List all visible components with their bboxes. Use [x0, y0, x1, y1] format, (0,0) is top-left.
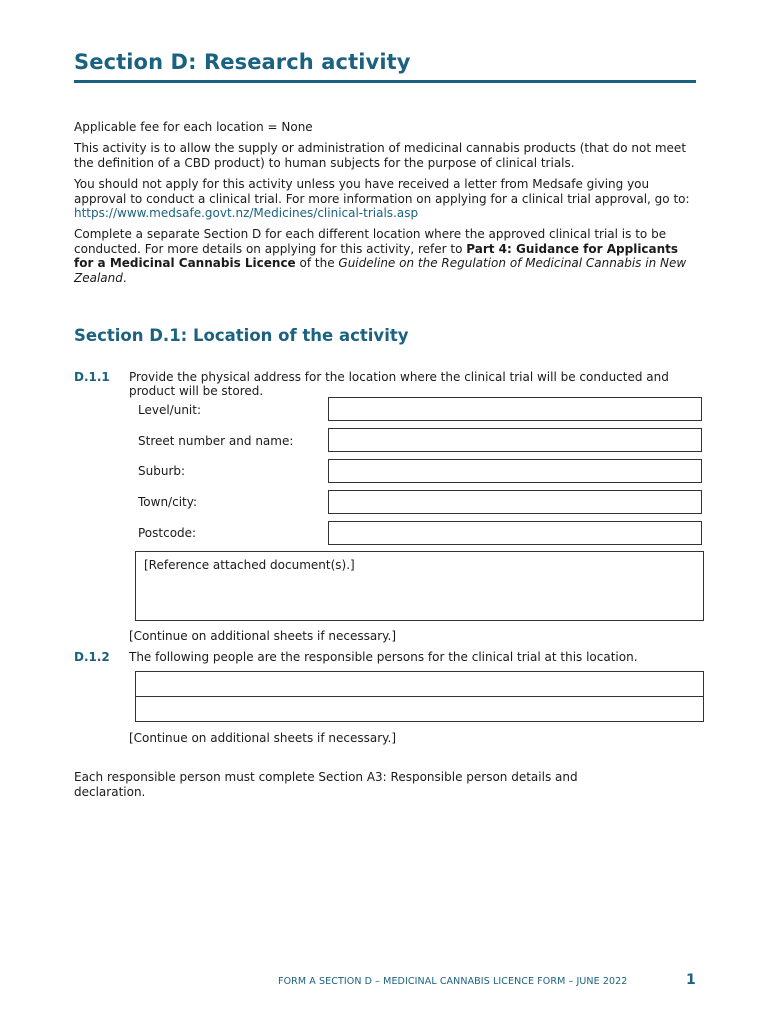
postcode-field[interactable]: [328, 521, 702, 545]
town-city-field[interactable]: [328, 490, 702, 514]
guideline-title: Guideline on the Regulation of Medicinal Cannabis in New Zealand: [74, 256, 687, 285]
intro-p2-text: You should not apply for this activity unless you have received a letter from Medsafe giving you approval to conduct a clinical trial. For more information on applying for a clinical trial approval, go to:: [74, 177, 690, 206]
street-field[interactable]: [328, 428, 702, 452]
intro-paragraph-1: This activity is to allow the supply or administration of medicinal cannabis products (that do not meet the definition of a CBD product) to human subjects for the purpose of clinical trials.: [74, 141, 687, 170]
guidance-part-ref: Part 4: Guidance for Applicants for a Medicinal Cannabis Licence: [74, 241, 679, 270]
closing-text: Each responsible person must complete Section A3: Responsible person details and declaration.: [74, 770, 578, 799]
continue-note-d11: [Continue on additional sheets if necessary.]: [129, 629, 397, 643]
suburb-label: Suburb:: [138, 464, 186, 478]
level-unit-label: Level/unit:: [138, 403, 202, 417]
intro-p3-end: .: [122, 270, 127, 285]
question-number-d11: D.1.1: [74, 370, 110, 384]
footer-text: FORM A SECTION D – MEDICINAL CANNABIS LICENCE FORM – JUNE 2022: [278, 976, 628, 987]
continue-note-d12: [Continue on additional sheets if necessary.]: [129, 731, 397, 745]
page-number: 1: [686, 972, 696, 988]
reference-documents-field[interactable]: [135, 551, 704, 621]
question-text-d12: The following people are the responsible persons for the clinical trial at this location.: [129, 650, 638, 664]
question-text-d11: Provide the physical address for the location where the clinical trial will be conducted and product will be stored.: [129, 370, 669, 398]
reference-placeholder: [Reference attached document(s).]: [144, 558, 355, 572]
postcode-label: Postcode:: [138, 526, 197, 540]
fee-text: Applicable fee for each location = None: [74, 120, 313, 134]
level-unit-field[interactable]: [328, 397, 702, 421]
responsible-person-row-2[interactable]: [135, 696, 704, 722]
clinical-trials-link[interactable]: https://www.medsafe.govt.nz/Medicines/clinical-trials.asp: [74, 206, 419, 220]
question-number-d12: D.1.2: [74, 650, 110, 664]
intro-paragraph-3: [74, 227, 699, 285]
intro-p3-mid: of the: [295, 256, 339, 270]
street-label: Street number and name:: [138, 434, 294, 448]
responsible-person-row-1[interactable]: [135, 671, 704, 697]
suburb-field[interactable]: [328, 459, 702, 483]
intro-p3-text: Complete a separate Section D for each different location where the approved clinical trial is to be conducted. For more details on applying for this activity, refer to: [74, 227, 667, 256]
section-heading: Section D.1: Location of the activity: [74, 326, 409, 345]
intro-paragraph-2: [74, 177, 699, 221]
town-city-label: Town/city:: [138, 495, 198, 509]
title-rule: [74, 80, 696, 83]
page-title: Section D: Research activity: [74, 50, 411, 74]
